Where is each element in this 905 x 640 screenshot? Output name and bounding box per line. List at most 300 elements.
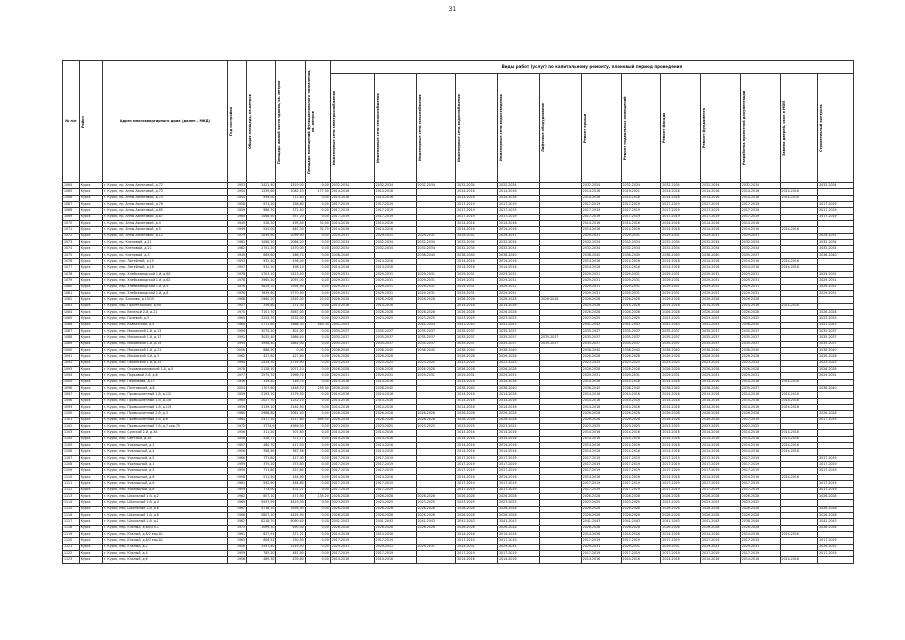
table-cell: 1114 <box>63 500 80 506</box>
table-cell: 2029-2031 <box>701 284 741 290</box>
table-cell: 2014-2016 <box>740 379 780 385</box>
header-year-label: Год постройки <box>229 107 234 136</box>
table-cell: 2014-2016 <box>498 227 540 233</box>
table-cell: 2032-2034 <box>498 246 540 252</box>
table-cell: 2035-2037 <box>661 341 701 347</box>
table-cell: 2014-2016 <box>498 221 540 227</box>
table-cell: 1964 <box>228 417 247 423</box>
table-cell: 2041-2043 <box>456 322 498 328</box>
table-cell: 2026-2028 <box>818 354 854 360</box>
table-cell: Курск <box>79 519 102 525</box>
table-cell: 2086,20 <box>276 240 305 246</box>
table-cell: Курск <box>79 443 102 449</box>
table-cell: 2149,50 <box>276 544 305 550</box>
table-cell: 2032-2034 <box>740 183 780 189</box>
table-cell: 2029-2031 <box>581 278 621 284</box>
table-cell: 2017-2019 <box>498 550 540 556</box>
table-cell: 2014-2016 <box>621 531 661 537</box>
table-cell: 2014-2016 <box>330 443 374 449</box>
table-cell: 2014-2016 <box>330 474 374 480</box>
table-cell: 2026-2028 <box>740 411 780 417</box>
table-cell: Курск <box>79 265 102 271</box>
table-cell: 0,00 <box>305 208 330 214</box>
table-cell: 2014-2016 <box>374 227 416 233</box>
table-cell: 0,00 <box>305 500 330 506</box>
table-cell: 2006 <box>228 347 247 353</box>
table-cell: 1759,90 <box>276 360 305 366</box>
table-cell: 2029-2031 <box>661 284 701 290</box>
table-cell: 2029-2031 <box>416 284 456 290</box>
table-cell: 2026-2028 <box>581 366 621 372</box>
table-cell: 2023-2025 <box>701 424 741 430</box>
table-cell: 2017-2019 <box>374 538 416 544</box>
table-cell: 2032-2034 <box>498 183 540 189</box>
table-cell: 2023-2025 <box>581 316 621 322</box>
table-cell: 2026-2028 <box>330 493 374 499</box>
header-work-label: Ремонт крыши <box>582 113 587 143</box>
table-cell: 2014-2016 <box>581 436 621 442</box>
table-cell: 2035-2037 <box>539 341 581 347</box>
table-cell: 2014-2016 <box>701 474 741 480</box>
table-cell: 2026-2028 <box>374 366 416 372</box>
table-cell: 2017-2019 <box>740 202 780 208</box>
table-cell: 2023-2025 <box>416 500 456 506</box>
table-cell: 1958 <box>228 202 247 208</box>
table-cell: 2032-2034 <box>330 240 374 246</box>
table-cell: 2014-2016 <box>456 303 498 309</box>
table-cell: 2014-2016 <box>621 221 661 227</box>
table-cell: 1959 <box>228 487 247 493</box>
table-cell: 2960,20 <box>247 297 276 303</box>
table-cell: 2017-2019 <box>818 487 854 493</box>
table-cell: 1958 <box>228 436 247 442</box>
table-cell: 2035-2037 <box>661 335 701 341</box>
table-cell: 2026-2028 <box>374 297 416 303</box>
table-cell: 2081,40 <box>276 411 305 417</box>
table-cell: 2071,10 <box>276 366 305 372</box>
table-cell: 1112 <box>63 487 80 493</box>
table-cell: 2026-2028 <box>661 297 701 303</box>
table-cell: 2035-2037 <box>818 328 854 334</box>
table-cell: 2026-2028 <box>581 512 621 518</box>
table-cell: 1570,00 <box>276 246 305 252</box>
table-cell: 2029-2031 <box>818 233 854 239</box>
table-cell: 2026-2028 <box>581 506 621 512</box>
table-cell: 2029-2031 <box>416 373 456 379</box>
table-cell: г. Курск, пр. Анны Ахматовой, д.5 <box>102 227 228 233</box>
table-body <box>63 183 854 564</box>
table-cell: 2029-2031 <box>581 290 621 296</box>
table-cell: 2017-2019 <box>581 481 621 487</box>
table-cell: Курск <box>79 341 102 347</box>
table-cell: Курск <box>79 474 102 480</box>
table-cell: 2038-2040 <box>740 519 780 525</box>
table-cell: 2014-2016 <box>456 474 498 480</box>
table-cell: 2026-2028 <box>740 506 780 512</box>
table-cell: 2026-2028 <box>621 354 661 360</box>
table-cell: 2017-2019 <box>818 538 854 544</box>
table-cell: 2014-2016 <box>661 430 701 436</box>
table-cell: 2017-2019 <box>374 550 416 556</box>
table-cell: 1962 <box>228 493 247 499</box>
table-cell: 2029-2031 <box>740 544 780 550</box>
table-cell: г. Курск, пер. Училищный, д.5 <box>102 468 228 474</box>
table-cell: 1981 <box>228 481 247 487</box>
table-cell: 2017-2019 <box>818 468 854 474</box>
table-cell: 1976 <box>228 290 247 296</box>
table-cell: 2014-2016 <box>780 392 818 398</box>
header-area-total <box>247 61 276 183</box>
table-cell: 2014-2016 <box>374 449 416 455</box>
table-cell: 2026-2028 <box>701 366 741 372</box>
table-cell: 2017-2019 <box>330 462 374 468</box>
table-cell: 2014-2016 <box>374 265 416 271</box>
table-cell: 2014-2016 <box>581 443 621 449</box>
table-cell: 2023-2025 <box>818 360 854 366</box>
table-cell: 2014-2016 <box>456 405 498 411</box>
table-cell: 0,00 <box>305 538 330 544</box>
table-cell: 1980 <box>228 411 247 417</box>
table-cell: 2014-2016 <box>330 436 374 442</box>
table-cell: 1517,80 <box>276 417 305 423</box>
table-cell: г. Курск, пр. Кленовый, д.21 <box>102 246 228 252</box>
table-cell: 2029-2031 <box>581 233 621 239</box>
table-cell: 2026-2028 <box>456 297 498 303</box>
table-cell: 1956 <box>228 449 247 455</box>
table-cell: 1122 <box>63 550 80 556</box>
table-cell: 2032-2034 <box>701 240 741 246</box>
table-cell: 1120 <box>63 538 80 544</box>
table-cell: 2014-2016 <box>456 195 498 201</box>
table-cell: 2029-2031 <box>456 544 498 550</box>
header-work-1 <box>374 74 416 183</box>
table-cell: г. Курск, пер. Промышленный 2-й, д.3 <box>102 411 228 417</box>
table-cell: 2017-2019 <box>621 487 661 493</box>
table-cell: 0,00 <box>305 506 330 512</box>
table-cell: 2014-2016 <box>581 531 621 537</box>
table-cell: 2017-2019 <box>701 214 741 220</box>
table-cell: 2014-2016 <box>374 303 416 309</box>
table-cell: 6090,40 <box>276 519 305 525</box>
table-cell: 2014-2016 <box>330 265 374 271</box>
header-work-label: Замена дверей, окон в МОП <box>781 100 786 156</box>
table-cell: 2026-2028 <box>701 525 741 531</box>
table-cell: 2026-2028 <box>661 366 701 372</box>
table-cell: 2029-2031 <box>416 290 456 296</box>
table-cell: 0,00 <box>305 443 330 449</box>
table-cell: 2035-2037 <box>818 341 854 347</box>
table-cell: 2429,30 <box>247 360 276 366</box>
table-cell: 2041-2043 <box>416 322 456 328</box>
table-cell: 2023-2025 <box>416 316 456 322</box>
table-cell: 1179,30 <box>276 392 305 398</box>
table-cell: 2032-2034 <box>740 246 780 252</box>
table-cell: 2014-2016 <box>740 189 780 195</box>
table-cell: 2023-2025 <box>581 424 621 430</box>
table-cell: 1085 <box>63 316 80 322</box>
table-cell: 986,70 <box>247 208 276 214</box>
table-cell: 2017-2019 <box>818 202 854 208</box>
table-cell: 2035-2037 <box>539 335 581 341</box>
table-cell: 2099,90 <box>276 233 305 239</box>
table-cell: 2575,70 <box>247 373 276 379</box>
table-cell: 2029-2031 <box>661 290 701 296</box>
table-cell: 2029-2031 <box>621 373 661 379</box>
table-cell: 2014-2016 <box>456 443 498 449</box>
table-cell: 1115 <box>63 506 80 512</box>
header-address: Адрес многоквартирного дома (далее – МКД) <box>102 61 228 183</box>
table-cell: 7639,60 <box>247 290 276 296</box>
header-area-nonres <box>305 61 330 183</box>
table-cell: 0,00 <box>305 341 330 347</box>
table-cell: 7101,70 <box>247 309 276 315</box>
table-cell: 0,00 <box>305 405 330 411</box>
table-cell: 2026-2028 <box>498 417 540 423</box>
table-cell: 2026-2028 <box>621 411 661 417</box>
table-cell: 2014-2016 <box>661 195 701 201</box>
table-cell: 2029-2031 <box>416 271 456 277</box>
table-cell: 2029-2031 <box>818 284 854 290</box>
table-cell: 146,70 <box>276 379 305 385</box>
table-cell: 2029-2031 <box>621 290 661 296</box>
table-cell: г. Курск, пер. Промышленный 1-й, д.1/9 <box>102 405 228 411</box>
table-cell: 557,20 <box>276 214 305 220</box>
table-cell: 2038-2040 <box>330 386 374 392</box>
table-cell: 2026-2028 <box>621 417 661 423</box>
table-cell: 2017-2019 <box>701 481 741 487</box>
table-cell: Курск <box>79 240 102 246</box>
table-cell: 2017-2019 <box>374 214 416 220</box>
table-cell: г. Курск, пер. Южный, д.6А/4 к.1 <box>102 525 228 531</box>
table-cell: 2017-2019 <box>498 487 540 493</box>
table-cell: 2017-2019 <box>498 455 540 461</box>
table-cell: 2014-2016 <box>330 189 374 195</box>
table-cell: 2014-2016 <box>701 227 741 233</box>
table-cell: 2014-2016 <box>581 474 621 480</box>
table-cell: 2032-2034 <box>581 246 621 252</box>
table-cell: 2014-2016 <box>330 449 374 455</box>
table-cell: 2041-2043 <box>818 322 854 328</box>
header-work-label: Инженерные сети теплоснабжения <box>375 93 380 163</box>
table-cell: 1099 <box>63 405 80 411</box>
table-cell: 2711,60 <box>247 322 276 328</box>
table-cell: 1107 <box>63 455 80 461</box>
table-cell: 2029-2031 <box>818 373 854 379</box>
table-cell: 2014-2016 <box>330 430 374 436</box>
table-cell: 2017-2019 <box>374 481 416 487</box>
table-cell: Курск <box>79 449 102 455</box>
table-cell: 2017-2019 <box>621 455 661 461</box>
table-cell: 2026-2028 <box>416 525 456 531</box>
table-cell: 2017-2019 <box>374 487 416 493</box>
table-cell: Курск <box>79 183 102 189</box>
table-cell: 2014-2016 <box>374 405 416 411</box>
table-cell: 1961 <box>228 531 247 537</box>
table-cell: 2017-2019 <box>456 462 498 468</box>
table-cell: Курск <box>79 189 102 195</box>
table-cell: 2032-2034 <box>416 246 456 252</box>
table-cell: 2026-2028 <box>498 411 540 417</box>
table-cell: г. Курск, пер. Кавказский, д.4 <box>102 322 228 328</box>
table-cell: 2014-2016 <box>456 449 498 455</box>
table-cell: 2026-2028 <box>330 512 374 518</box>
table-cell: 2014-2016 <box>740 557 780 563</box>
table-cell: 2032-2034 <box>416 183 456 189</box>
table-cell: 2014-2016 <box>780 227 818 233</box>
table-cell: 1975 <box>228 525 247 531</box>
table-cell: 1959 <box>228 405 247 411</box>
table-cell: 2035-2037 <box>581 328 621 334</box>
table-cell: 1239,60 <box>247 189 276 195</box>
table-cell: 0,00 <box>305 544 330 550</box>
table-cell: 2035-2037 <box>701 335 741 341</box>
table-cell: 2086,20 <box>247 240 276 246</box>
table-cell: 2014-2016 <box>740 449 780 455</box>
table-cell: 2014-2016 <box>330 259 374 265</box>
table-cell: 1994 <box>228 341 247 347</box>
table-row <box>63 557 854 563</box>
table-cell: 2014-2016 <box>498 259 540 265</box>
table-cell: 2026-2028 <box>661 512 701 518</box>
table-cell: г. Курск, пр. Анны Ахматовой, д.76 <box>102 202 228 208</box>
table-cell: 2026-2028 <box>416 493 456 499</box>
table-cell: 5937,99 <box>247 500 276 506</box>
table-cell: 2035-2037 <box>416 341 456 347</box>
table-cell: 2014-2016 <box>661 392 701 398</box>
table-cell: 2026-2028 <box>740 493 780 499</box>
table-cell: 1956 <box>228 379 247 385</box>
table-cell: 2029-2031 <box>818 278 854 284</box>
table-cell: 2014-2016 <box>456 259 498 265</box>
table-cell: 2026-2028 <box>701 309 741 315</box>
table-cell: г. Курск, пер. Училищный, д.1 <box>102 462 228 468</box>
table-cell: 2017-2019 <box>740 487 780 493</box>
table-cell: Курск <box>79 424 102 430</box>
table-cell: 2029-2031 <box>701 373 741 379</box>
table-cell: 711,80 <box>247 468 276 474</box>
table-cell: 2035-2037 <box>330 341 374 347</box>
table-cell: 2014-2016 <box>661 436 701 442</box>
table-cell: 2035-2037 <box>740 335 780 341</box>
table-cell: 2014-2016 <box>498 265 540 271</box>
header-work-2 <box>416 74 456 183</box>
table-cell: 2026-2028 <box>498 493 540 499</box>
table-cell: 2014-2016 <box>701 430 741 436</box>
table-cell: 2014-2016 <box>701 392 741 398</box>
table-cell: 2017-2019 <box>701 208 741 214</box>
table-cell: 2032-2034 <box>621 240 661 246</box>
table-cell: 2014-2016 <box>498 392 540 398</box>
table-cell: 2026-2028 <box>539 297 581 303</box>
header-work-label: Ремонт фундамента <box>702 108 707 148</box>
header-work-8 <box>661 74 701 183</box>
table-cell: 2014-2016 <box>740 303 780 309</box>
table-cell: 2017-2019 <box>330 468 374 474</box>
table-cell: 2026-2028 <box>374 525 416 531</box>
table-cell: 259,00 <box>305 386 330 392</box>
table-cell: 2017-2019 <box>818 481 854 487</box>
table-cell: 2014-2016 <box>498 405 540 411</box>
table-cell: 2029-2031 <box>740 284 780 290</box>
table-cell: Курск <box>79 214 102 220</box>
header-work-6 <box>581 74 621 183</box>
table-cell: 2014-2016 <box>456 379 498 385</box>
table-cell: 2014-2016 <box>581 430 621 436</box>
table-cell: 2029-2031 <box>740 271 780 277</box>
table-cell: 2017-2019 <box>701 487 741 493</box>
table-cell: 2014-2016 <box>780 265 818 271</box>
table-cell: 627,91 <box>247 531 276 537</box>
header-num: № п/п <box>63 61 80 183</box>
table-cell: 3965,20 <box>247 278 276 284</box>
table-cell: 2017-2019 <box>621 468 661 474</box>
table-cell: Курск <box>79 354 102 360</box>
table-cell: 1965 <box>228 316 247 322</box>
table-cell: г. Курск, пер. Сумской 2-й, д.3А <box>102 430 228 436</box>
table-cell: г. Курск, пр. Анны Ахматовой, д.85 <box>102 208 228 214</box>
table-cell: 2026-2028 <box>456 525 498 531</box>
table-cell: 2014-2016 <box>661 443 701 449</box>
table-cell: 949,00 <box>247 195 276 201</box>
table-cell: 2014-2016 <box>581 195 621 201</box>
table-cell: 2026-2028 <box>818 512 854 518</box>
table-cell: Курск <box>79 246 102 252</box>
table-cell: 2035-2037 <box>498 335 540 341</box>
table-cell: 2026-2028 <box>661 354 701 360</box>
table-cell: 2029-2031 <box>374 544 416 550</box>
table-cell: 932,40 <box>247 259 276 265</box>
table-cell: 1082 <box>63 297 80 303</box>
table-cell: 2017-2019 <box>661 208 701 214</box>
table-cell: 712,60 <box>276 195 305 201</box>
table-cell <box>416 557 456 563</box>
table-cell: г. Курск, пер. Обоянский 1-й, д.15 <box>102 360 228 366</box>
table-cell: 1098 <box>63 398 80 404</box>
header-area-total-label: Общая площадь, кв.метров <box>248 94 253 149</box>
table-cell: 2017-2019 <box>818 550 854 556</box>
table-cell: 2014-2016 <box>456 392 498 398</box>
table-cell: 460,30 <box>305 322 330 328</box>
table-cell: 2023-2025 <box>498 424 540 430</box>
table-cell: 372,77 <box>276 436 305 442</box>
table-cell: Курск <box>79 512 102 518</box>
table-cell: 2041-2043 <box>330 322 374 328</box>
table-cell: 1082,10 <box>276 189 305 195</box>
table-cell: Курск <box>79 500 102 506</box>
table-cell: 2014-2016 <box>661 259 701 265</box>
table-cell: 2017-2019 <box>661 468 701 474</box>
table-cell: 2038-2040 <box>456 386 498 392</box>
table-cell: 606,53 <box>247 538 276 544</box>
table-cell: 256,80 <box>247 303 276 309</box>
table-cell: Курск <box>79 202 102 208</box>
table-cell: 2014-2016 <box>780 443 818 449</box>
table-cell: 2014-2016 <box>581 449 621 455</box>
table-cell: 2038-2040 <box>661 386 701 392</box>
table-cell: 2026-2028 <box>621 493 661 499</box>
table-cell: 2014-2016 <box>581 398 621 404</box>
table-cell: 2026-2028 <box>621 309 661 315</box>
table-cell: 0,00 <box>305 436 330 442</box>
table-cell: 2014-2016 <box>374 436 416 442</box>
table-cell: г. Курск, пер. Моковский 1-й, д.13 <box>102 328 228 334</box>
table-cell: Курск <box>79 462 102 468</box>
table-cell: 2026-2028 <box>581 354 621 360</box>
table-cell: 2026-2028 <box>701 417 741 423</box>
table-cell: г. Курск, пер. Хлебозаводской 1-й, д.9 <box>102 284 228 290</box>
table-cell: Курск <box>79 405 102 411</box>
table-cell: 2014-2016 <box>498 449 540 455</box>
